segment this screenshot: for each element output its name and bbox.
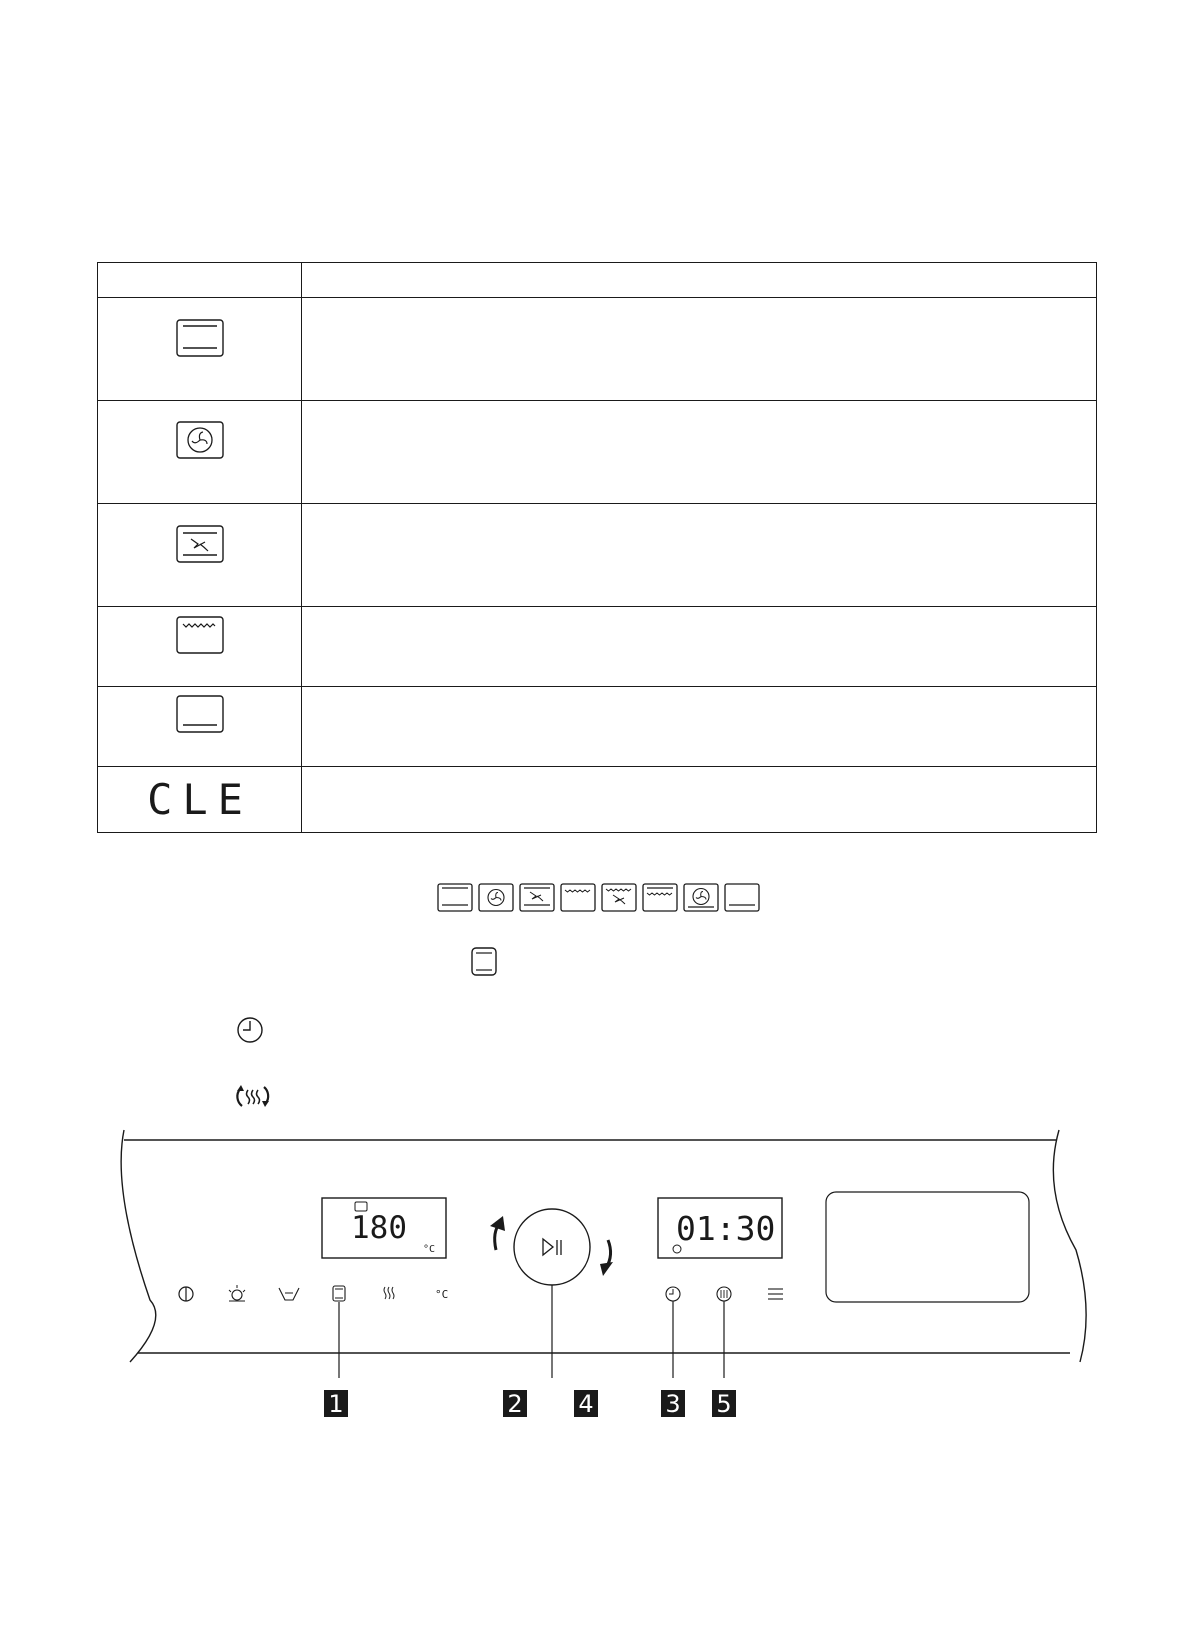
blank-panel	[826, 1192, 1029, 1302]
grill-icon	[561, 884, 595, 911]
header-description	[302, 263, 1096, 297]
table-row	[98, 686, 1096, 766]
cleaning-mode-display: CLE	[147, 775, 253, 824]
defrost-icon[interactable]	[279, 1288, 299, 1300]
fan-bottom-icon	[684, 884, 718, 911]
table-row	[98, 766, 1096, 832]
svg-text:2: 2	[507, 1390, 523, 1418]
callout-5	[712, 1390, 736, 1418]
grill-icon	[98, 607, 302, 687]
svg-text:5: 5	[716, 1390, 732, 1418]
time-value: 01:30	[676, 1209, 776, 1248]
svg-text:°C: °C	[435, 1288, 449, 1301]
callout-1	[324, 1390, 348, 1418]
temperature-icon[interactable]	[435, 1288, 448, 1301]
fan-oven-icon	[479, 884, 513, 911]
function-table	[97, 262, 1097, 833]
clock-icon	[235, 1015, 265, 1045]
callout-4	[574, 1390, 598, 1418]
svg-text:4: 4	[578, 1390, 594, 1418]
bottom-heat-icon	[98, 687, 302, 767]
header-symbol	[98, 263, 302, 297]
callout-2	[503, 1390, 527, 1418]
temperature-value: 180	[351, 1210, 407, 1246]
rotate-right-arrow-icon	[600, 1240, 613, 1276]
grill-fan-icon	[602, 884, 636, 911]
svg-text:3: 3	[665, 1390, 681, 1418]
control-panel	[0, 1110, 1191, 1440]
menu-icon[interactable]	[768, 1289, 783, 1299]
row-description	[302, 767, 1096, 832]
mode-icon-strip	[437, 883, 767, 913]
rapid-heat-icon	[234, 1080, 274, 1112]
start-pause-knob[interactable]	[514, 1209, 590, 1285]
row-description	[302, 298, 1096, 400]
callout-3	[661, 1390, 685, 1418]
bottom-heat-icon	[725, 884, 759, 911]
oven-mode-icon[interactable]	[333, 1286, 345, 1301]
full-grill-icon	[643, 884, 677, 911]
light-icon[interactable]	[229, 1285, 245, 1301]
table-header	[98, 263, 1096, 297]
table-row	[98, 297, 1096, 400]
fan-assisted-icon	[98, 504, 302, 607]
row-description	[302, 687, 1096, 766]
table-row	[98, 400, 1096, 503]
top-bottom-heat-icon	[98, 298, 302, 401]
rotate-left-arrow-icon	[490, 1216, 505, 1250]
temperature-unit: °C	[423, 1244, 436, 1255]
warm-icon[interactable]	[384, 1287, 394, 1299]
table-row	[98, 606, 1096, 686]
time-display	[658, 1198, 782, 1258]
fan-oven-icon	[98, 401, 302, 504]
row-description	[302, 504, 1096, 606]
power-icon[interactable]	[179, 1287, 193, 1301]
clock-button-icon[interactable]	[666, 1287, 680, 1301]
temperature-display	[322, 1198, 446, 1258]
rapid-heat-button-icon[interactable]	[717, 1287, 731, 1301]
svg-text:1: 1	[328, 1390, 344, 1418]
fan-assisted-icon	[520, 884, 554, 911]
table-row	[98, 503, 1096, 606]
oven-mode-button-icon	[470, 946, 500, 978]
row-description	[302, 607, 1096, 686]
top-bottom-heat-icon	[438, 884, 472, 911]
row-description	[302, 401, 1096, 503]
